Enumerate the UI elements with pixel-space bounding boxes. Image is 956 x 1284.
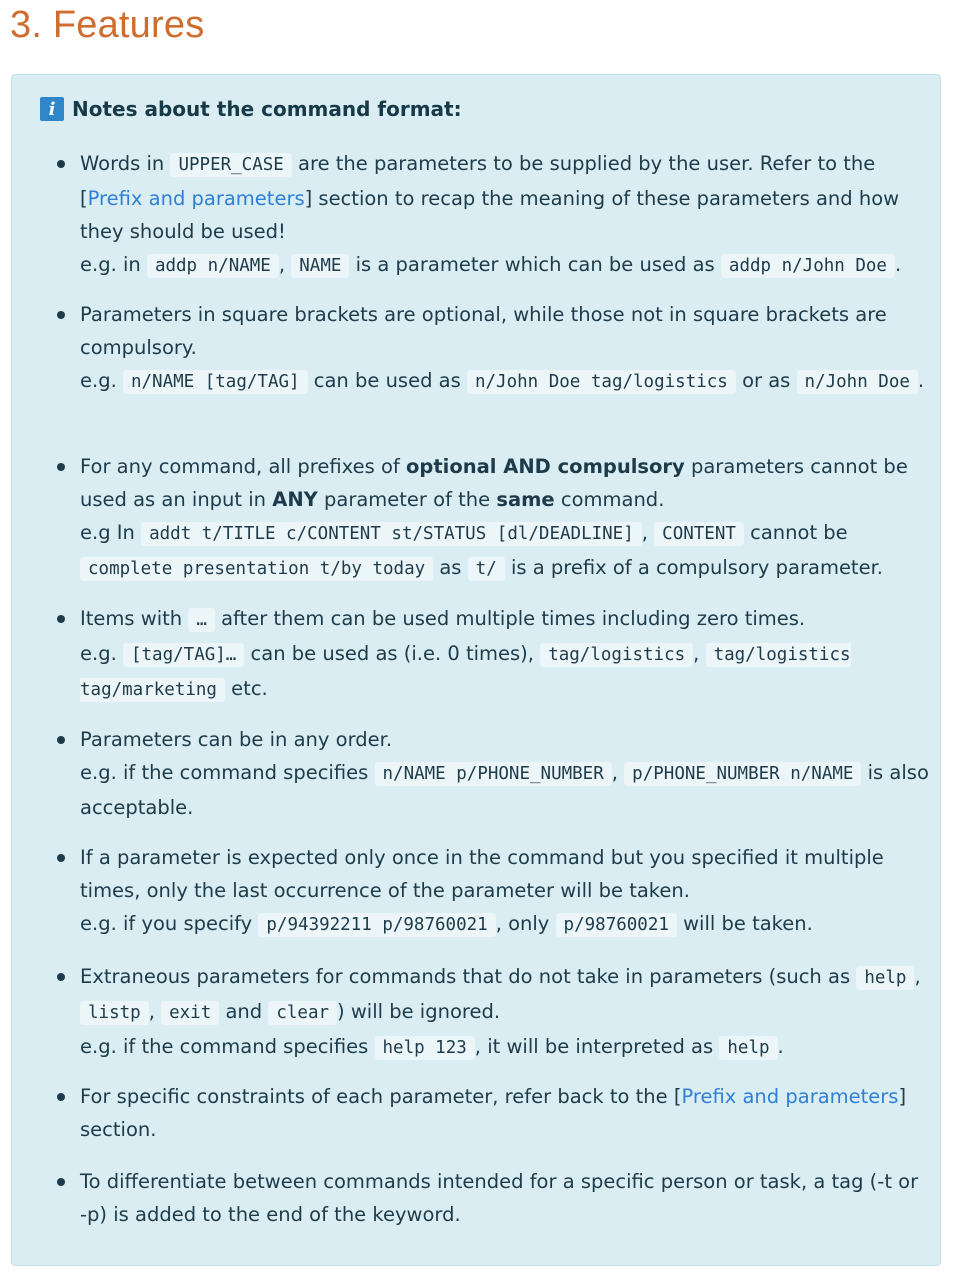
- note-text: Items with: [80, 607, 183, 630]
- inline-code: help: [856, 966, 914, 990]
- prefix-parameters-link[interactable]: Prefix and parameters: [87, 187, 305, 210]
- note-text: Words in: [80, 152, 165, 175]
- note-text: To differentiate between commands intended for a specific person or task, a tag (-t or -p) is added to the end of the keyword.: [80, 1170, 919, 1226]
- section-heading: 3. Features: [10, 4, 205, 46]
- bold-text: ANY: [272, 488, 318, 511]
- inline-code: n/NAME p/PHONE_NUMBER: [375, 762, 612, 786]
- note-text: can be used as: [313, 369, 461, 392]
- inline-code: exit: [161, 1001, 219, 1025]
- list-item: [80, 1165, 930, 1231]
- inline-code: n/John Doe tag/logistics: [467, 370, 736, 394]
- note-text: For any command, all prefixes of: [80, 455, 400, 478]
- note-text: For specific constraints of each parameter, refer back to the [: [80, 1085, 682, 1108]
- note-text: e.g.: [80, 369, 117, 392]
- note-text: ,: [693, 642, 700, 665]
- info-icon: i: [40, 97, 64, 121]
- note-text: ,: [278, 253, 286, 276]
- inline-code: p/94392211 p/98760021: [258, 913, 495, 937]
- inline-code: NAME: [291, 254, 349, 278]
- inline-code: clear: [268, 1001, 337, 1025]
- inline-code: addp n/NAME: [147, 254, 279, 278]
- note-text: ] section.: [80, 1085, 907, 1141]
- note-text: e.g.: [80, 642, 117, 665]
- list-item: [80, 841, 930, 942]
- list-item: [80, 450, 930, 586]
- inline-code: UPPER_CASE: [170, 153, 291, 177]
- note-text: are the parameters to be supplied by the user. Refer to the [: [80, 152, 876, 210]
- note-text: Parameters can be in any order.: [80, 728, 393, 751]
- note-text: e.g In: [80, 521, 135, 544]
- note-text: will be taken.: [683, 912, 813, 935]
- note-text: parameters cannot be used as an input in: [80, 455, 908, 511]
- inline-code: addt t/TITLE c/CONTENT st/STATUS [dl/DEADLINE]: [141, 522, 642, 546]
- note-text: after them can be used multiple times including zero times.: [221, 607, 806, 630]
- inline-code: tag/logistics: [540, 643, 693, 667]
- note-text: ,: [641, 521, 648, 544]
- note-text: and: [225, 1000, 263, 1023]
- bold-text: optional AND compulsory: [405, 455, 685, 478]
- inline-code: help 123: [375, 1036, 475, 1060]
- inline-code: [tag/TAG]…: [123, 643, 244, 667]
- inline-code: …: [188, 608, 215, 632]
- inline-code: CONTENT: [654, 522, 744, 546]
- note-text: e.g. if you specify: [80, 912, 253, 935]
- note-text: command.: [560, 488, 665, 511]
- note-text: is a parameter which can be used as: [355, 253, 715, 276]
- note-text: can be used as (i.e. 0 times),: [250, 642, 534, 665]
- note-text: ] section to recap the meaning of these parameters and how they should be used!: [80, 187, 900, 243]
- note-text: .: [894, 253, 902, 276]
- list-item: [80, 723, 930, 824]
- note-text: e.g. if the command specifies: [80, 1035, 369, 1058]
- list-item: [80, 147, 930, 283]
- note-header: [40, 97, 462, 121]
- note-text: or as: [742, 369, 791, 392]
- note-text: ,: [148, 1000, 155, 1023]
- inline-code: addp n/John Doe: [721, 254, 895, 278]
- list-item: [80, 960, 930, 1065]
- note-text: ) will be ignored.: [337, 1000, 501, 1023]
- inline-code: n/John Doe: [797, 370, 918, 394]
- note-text: , it will be interpreted as: [474, 1035, 714, 1058]
- note-text: If a parameter is expected only once in the command but you specified it multiple times, only the last occurrence of the parameter will be taken.: [80, 846, 884, 902]
- note-text: etc.: [231, 677, 268, 700]
- note-text: .: [777, 1035, 784, 1058]
- info-note-box: [11, 74, 941, 1266]
- inline-code: help: [719, 1036, 777, 1060]
- note-text: Parameters in square brackets are optional, while those not in square brackets are compulsory.: [80, 303, 887, 359]
- note-text: parameter of the: [324, 488, 491, 511]
- list-item: [80, 298, 930, 399]
- note-text: .: [917, 369, 925, 392]
- inline-code: listp: [80, 1001, 149, 1025]
- note-text: is also acceptable.: [80, 761, 929, 819]
- note-header-text: Notes about the command format:: [72, 97, 462, 121]
- prefix-parameters-link[interactable]: Prefix and parameters: [681, 1085, 899, 1108]
- note-text: Extraneous parameters for commands that do not take in parameters (such as: [80, 965, 851, 988]
- note-text: , only: [495, 912, 550, 935]
- note-text: e.g. in: [80, 253, 141, 276]
- note-text: e.g. if the command specifies: [80, 761, 369, 784]
- inline-code: t/: [468, 557, 505, 581]
- list-item: [80, 602, 930, 707]
- inline-code: complete presentation t/by today: [80, 557, 433, 581]
- inline-code: n/NAME [tag/TAG]: [123, 370, 308, 394]
- note-text: ,: [611, 761, 618, 784]
- note-text: cannot be: [750, 521, 848, 544]
- note-text: is a prefix of a compulsory parameter.: [510, 556, 884, 579]
- inline-code: p/PHONE_NUMBER n/NAME: [624, 762, 861, 786]
- note-text: as: [439, 556, 462, 579]
- list-item: [80, 1080, 930, 1146]
- inline-code: tag/logistics tag/marketing: [80, 645, 851, 700]
- inline-code: p/98760021: [556, 913, 677, 937]
- bold-text: same: [496, 488, 555, 511]
- note-text: ,: [914, 965, 921, 988]
